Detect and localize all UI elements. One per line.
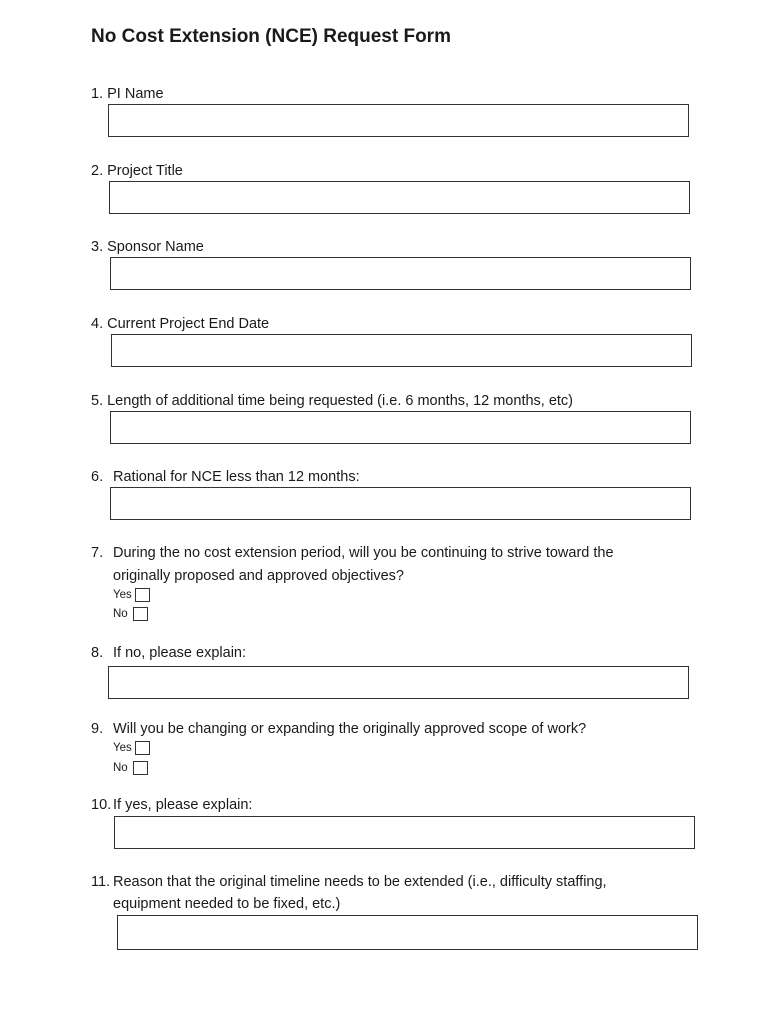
timeline-reason-field[interactable]: [117, 915, 698, 950]
scope-yes-checkbox[interactable]: [135, 741, 150, 755]
yes-explain-label-text: If yes, please explain:: [113, 797, 253, 813]
objectives-yes-checkbox[interactable]: [135, 588, 150, 602]
sponsor-name-label: 3. Sponsor Name: [91, 239, 204, 255]
pi-name-field[interactable]: [108, 104, 689, 137]
form-title: No Cost Extension (NCE) Request Form: [91, 26, 451, 47]
yes-label: Yes: [113, 589, 132, 601]
question-number: 10.: [91, 797, 112, 813]
pi-name-label: 1. PI Name: [91, 86, 164, 102]
timeline-reason-label: [91, 871, 607, 894]
additional-time-label: 5. Length of additional time being requested (i.e. 6 months, 12 months, etc): [91, 393, 574, 409]
scope-no-option[interactable]: [113, 760, 148, 776]
question-number: 9.: [91, 721, 104, 737]
scope-question-label: [91, 718, 586, 741]
no-label: No: [113, 608, 128, 620]
project-title-label: 2. Project Title: [91, 163, 183, 179]
timeline-reason-line1: Reason that the original timeline needs to be extended (i.e., difficulty staffing,: [113, 874, 607, 890]
objectives-yes-option[interactable]: [113, 587, 150, 603]
rational-label-text: Rational for NCE less than 12 months:: [113, 469, 360, 485]
question-number: 7.: [91, 545, 104, 561]
scope-question-text: Will you be changing or expanding the originally approved scope of work?: [113, 721, 587, 737]
rational-label: [91, 466, 360, 489]
objectives-no-checkbox[interactable]: [133, 607, 148, 621]
objectives-no-option[interactable]: [113, 606, 148, 622]
yes-explain-field[interactable]: [114, 816, 695, 849]
no-explain-label: [91, 642, 246, 665]
question-number: 6.: [91, 469, 104, 485]
objectives-question-label: [91, 542, 614, 565]
current-end-date-field[interactable]: [111, 334, 692, 367]
no-explain-label-text: If no, please explain:: [113, 645, 247, 661]
rational-field[interactable]: [110, 487, 691, 520]
question-number: 11.: [91, 874, 111, 890]
question-number: 8.: [91, 645, 104, 661]
sponsor-name-field[interactable]: [110, 257, 691, 290]
scope-no-checkbox[interactable]: [133, 761, 148, 775]
yes-label: Yes: [113, 742, 132, 754]
project-title-field[interactable]: [109, 181, 690, 214]
objectives-question-line1: During the no cost extension period, will you be continuing to strive toward the: [113, 545, 614, 561]
no-label: No: [113, 762, 128, 774]
scope-yes-option[interactable]: [113, 740, 150, 756]
additional-time-field[interactable]: [110, 411, 691, 444]
timeline-reason-line2: equipment needed to be fixed, etc.): [113, 896, 341, 912]
no-explain-field[interactable]: [108, 666, 689, 699]
objectives-question-line2: originally proposed and approved objectives?: [113, 568, 404, 584]
current-end-date-label: 4. Current Project End Date: [91, 316, 270, 332]
yes-explain-label: [91, 794, 252, 817]
